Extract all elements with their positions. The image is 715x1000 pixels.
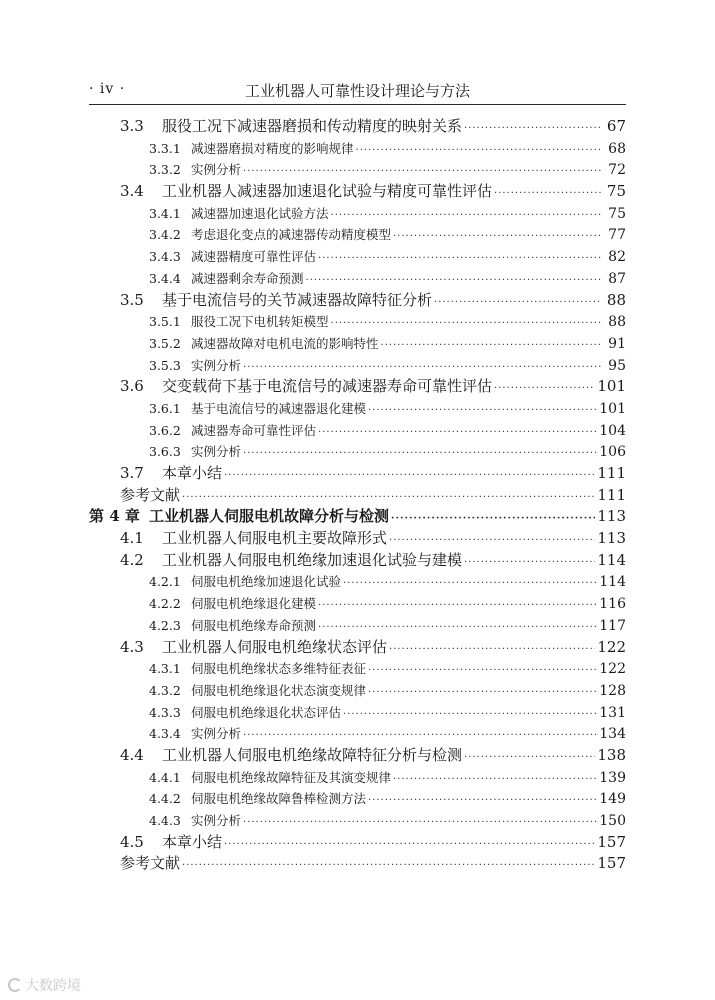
toc-dot-leader xyxy=(243,812,597,834)
watermark-text: 大数跨境 xyxy=(25,978,81,994)
toc-entry-title: 基于电流信号的关节减速器故障特征分析 xyxy=(162,290,433,309)
toc-dot-leader xyxy=(224,465,595,487)
toc-entry-page: 101 xyxy=(599,400,626,417)
toc-entry-title: 伺服电机绝缘寿命预测 xyxy=(191,617,317,633)
toc-entry-page: 106 xyxy=(599,444,626,461)
toc-dot-leader xyxy=(368,400,597,422)
toc-entry-title: 减速器寿命可靠性评估 xyxy=(191,422,317,438)
toc-entry-page: 116 xyxy=(599,596,626,613)
toc-entry-page: 149 xyxy=(599,791,626,808)
toc-subsection-entry[interactable] xyxy=(89,767,626,789)
toc-entry-page: 75 xyxy=(606,182,626,201)
toc-entry-number: 3.4.4 xyxy=(149,270,181,286)
toc-entry-title: 工业机器人伺服电机绝缘故障特征分析与检测 xyxy=(162,745,463,764)
toc-entry-page: 104 xyxy=(599,422,626,439)
toc-dot-leader xyxy=(464,118,602,140)
toc-section-entry[interactable] xyxy=(89,528,626,550)
toc-entry-number: 3.3.2 xyxy=(149,162,181,178)
toc-section-entry[interactable] xyxy=(89,181,626,203)
toc-entry-page: 131 xyxy=(599,704,626,721)
toc-dot-leader xyxy=(389,530,595,552)
toc-entry-number: 3.7 xyxy=(120,464,144,482)
toc-dot-leader xyxy=(224,834,595,856)
toc-entry-number: 3.4.3 xyxy=(149,249,181,265)
toc-subsection-entry[interactable] xyxy=(89,224,626,246)
toc-entry-number: 3.6.3 xyxy=(149,444,181,460)
toc-entry-title: 工业机器人伺服电机绝缘状态评估 xyxy=(162,637,388,656)
toc-entry-number: 4.3.3 xyxy=(149,704,181,720)
toc-dot-leader xyxy=(391,508,595,530)
toc-entry-title: 伺服电机绝缘退化状态演变规律 xyxy=(191,682,367,698)
toc-entry-page: 114 xyxy=(597,550,626,569)
toc-entry-title: 工业机器人伺服电机主要故障形式 xyxy=(162,529,388,548)
toc-dot-leader xyxy=(182,487,595,509)
toc-section-entry[interactable] xyxy=(89,376,626,398)
toc-entry-title: 工业机器人减速器加速退化试验与精度可靠性评估 xyxy=(162,182,493,201)
toc-dot-leader xyxy=(318,595,597,617)
toc-entry-page: 75 xyxy=(608,205,626,222)
toc-dot-leader xyxy=(243,161,602,183)
toc-dot-leader xyxy=(243,725,597,747)
toc-entry-title: 伺服电机绝缘故障鲁棒检测方法 xyxy=(191,791,367,807)
toc-entry-number: 4.3 xyxy=(120,637,144,656)
toc-dot-leader xyxy=(393,226,602,248)
toc-subsection-entry[interactable] xyxy=(89,593,626,615)
toc-dot-leader xyxy=(343,704,597,726)
toc-entry-title: 减速器磨损对精度的影响规律 xyxy=(191,140,354,156)
toc-entry-page: 67 xyxy=(606,117,626,135)
toc-entry-number: 4.1 xyxy=(120,529,144,548)
toc-subsection-entry[interactable] xyxy=(89,355,626,377)
toc-dot-leader xyxy=(343,573,597,595)
toc-entry-number: 3.6.1 xyxy=(149,400,181,416)
toc-section-entry[interactable] xyxy=(89,463,626,485)
toc-entry-number: 3.3.1 xyxy=(149,140,181,156)
toc-entry-number: 3.5 xyxy=(120,290,144,309)
toc-entry-page: 77 xyxy=(608,227,626,244)
toc-subsection-entry[interactable] xyxy=(89,420,626,442)
toc-dot-leader xyxy=(434,292,602,314)
toc-entry-number: 3.4.2 xyxy=(149,227,181,243)
toc-entry-title: 考虑退化变点的减速器传动精度模型 xyxy=(191,227,392,243)
toc-dot-leader xyxy=(381,335,602,357)
toc-entry-number: 4.2.3 xyxy=(149,617,181,633)
toc-entry-title: 减速器精度可靠性评估 xyxy=(191,249,317,265)
toc-entry-title: 减速器故障对电机电流的影响特性 xyxy=(191,335,379,351)
toc-entry-page: 134 xyxy=(599,726,626,743)
toc-section-entry[interactable] xyxy=(89,550,626,572)
toc-dot-leader xyxy=(318,248,602,270)
toc-dot-leader xyxy=(464,747,595,769)
toc-entry-title: 参考文献 xyxy=(120,854,181,873)
toc-entry-number: 3.6 xyxy=(120,377,144,396)
toc-entry-title: 伺服电机绝缘退化状态评估 xyxy=(191,704,342,720)
toc-entry-title: 减速器剩余寿命预测 xyxy=(191,270,304,286)
toc-subsection-entry[interactable] xyxy=(89,138,626,160)
toc-section-entry[interactable] xyxy=(89,637,626,659)
toc-dot-leader xyxy=(306,270,602,292)
toc-dot-leader xyxy=(494,183,602,205)
toc-dot-leader xyxy=(182,855,595,877)
toc-subsection-entry[interactable] xyxy=(89,571,626,593)
toc-entry-page: 157 xyxy=(597,832,626,851)
toc-entry-title: 本章小结 xyxy=(162,464,223,482)
toc-subsection-entry[interactable] xyxy=(89,246,626,268)
toc-entry-number: 3.4 xyxy=(120,182,144,201)
toc-entry-page: 138 xyxy=(597,745,626,764)
watermark-logo-icon xyxy=(8,978,22,992)
toc-entry-page: 88 xyxy=(606,290,626,309)
toc-subsection-entry[interactable] xyxy=(89,268,626,290)
toc-dot-leader xyxy=(243,443,597,465)
toc-entry-number: 4.4 xyxy=(120,745,144,764)
toc-entry-page: 122 xyxy=(597,637,626,656)
toc-subsection-entry[interactable] xyxy=(89,159,626,181)
toc-entry-title: 参考文献 xyxy=(120,485,181,504)
toc-entry-page: 68 xyxy=(608,140,626,157)
toc-entry-page: 139 xyxy=(599,769,626,786)
toc-entry-title: 伺服电机绝缘退化建模 xyxy=(191,596,317,612)
toc-entry-number: 4.4.2 xyxy=(149,791,181,807)
toc-subsection-entry[interactable] xyxy=(89,810,626,832)
toc-entry-number: 3.5.3 xyxy=(149,357,181,373)
toc-entry-page: 95 xyxy=(608,357,626,374)
page-number: · iv · xyxy=(89,81,126,97)
toc-subsection-entry[interactable] xyxy=(89,333,626,355)
toc-entry-page: 111 xyxy=(597,464,626,482)
toc-subsection-entry[interactable] xyxy=(89,615,626,637)
toc-entry-page: 114 xyxy=(599,574,626,591)
toc-entry-page: 113 xyxy=(597,529,626,548)
toc-entry-number: 4.2.2 xyxy=(149,596,181,612)
toc-entry-title: 伺服电机绝缘状态多维特征表征 xyxy=(191,661,367,677)
toc-entry-title: 实例分析 xyxy=(191,357,242,373)
toc-subsection-entry[interactable] xyxy=(89,680,626,702)
toc-dot-leader xyxy=(464,552,595,574)
toc-chapter-entry[interactable] xyxy=(89,506,626,528)
toc-dot-leader xyxy=(494,378,595,400)
toc-entry-number: 第 4 章 xyxy=(89,507,140,526)
toc-entry-page: 87 xyxy=(608,270,626,287)
book-title: 工业机器人可靠性设计理论与方法 xyxy=(244,82,470,100)
toc-entry-title: 交变载荷下基于电流信号的减速器寿命可靠性评估 xyxy=(162,377,493,396)
toc-subsection-entry[interactable] xyxy=(89,723,626,745)
toc-dot-leader xyxy=(393,769,597,791)
toc-entry-number: 4.4.3 xyxy=(149,813,181,828)
toc-section-entry[interactable] xyxy=(89,745,626,767)
toc-entry-number: 4.2.1 xyxy=(149,574,181,590)
toc-entry-number: 3.6.2 xyxy=(149,422,181,438)
toc-entry-title: 实例分析 xyxy=(191,813,242,828)
toc-entry-number: 4.5 xyxy=(120,832,144,851)
toc-entry-title: 本章小结 xyxy=(162,832,223,851)
toc-entry-page: 91 xyxy=(608,335,626,352)
toc-entry-title: 实例分析 xyxy=(191,444,242,460)
toc-entry-page: 157 xyxy=(597,854,626,873)
toc-entry-number: 3.5.1 xyxy=(149,314,181,330)
toc-entry-title: 伺服电机绝缘加速退化试验 xyxy=(191,574,342,590)
toc-subsection-entry[interactable] xyxy=(89,441,626,463)
toc-entry-page: 150 xyxy=(599,813,626,829)
toc-entry-page: 82 xyxy=(608,249,626,266)
toc-subsection-entry[interactable] xyxy=(89,203,626,225)
toc-references-entry[interactable] xyxy=(89,485,626,507)
toc-entry-number: 3.3 xyxy=(120,117,144,135)
toc-entry-title: 实例分析 xyxy=(191,726,242,742)
toc-dot-leader xyxy=(389,639,595,661)
toc-references-entry[interactable] xyxy=(89,853,626,875)
toc-dot-leader xyxy=(368,660,597,682)
toc-entry-title: 服役工况下电机转矩模型 xyxy=(191,314,329,330)
toc-entry-page: 88 xyxy=(608,314,626,331)
toc-dot-leader xyxy=(331,205,602,227)
page-header xyxy=(89,78,626,105)
toc-entry-title: 工业机器人伺服电机故障分析与检测 xyxy=(149,507,390,526)
toc-dot-leader xyxy=(318,422,597,444)
toc-dot-leader xyxy=(243,357,602,379)
toc-entry-number: 3.5.2 xyxy=(149,335,181,351)
toc-entry-page: 122 xyxy=(599,661,626,678)
toc-dot-leader xyxy=(331,313,602,335)
table-of-contents xyxy=(89,116,626,875)
toc-entry-number: 4.3.2 xyxy=(149,682,181,698)
toc-entry-page: 117 xyxy=(599,617,626,634)
toc-subsection-entry[interactable] xyxy=(89,702,626,724)
toc-dot-leader xyxy=(318,617,597,639)
toc-entry-page: 111 xyxy=(597,485,626,504)
toc-subsection-entry[interactable] xyxy=(89,658,626,680)
toc-entry-title: 服役工况下减速器磨损和传动精度的映射关系 xyxy=(162,117,463,135)
toc-entry-number: 4.3.1 xyxy=(149,661,181,677)
toc-section-entry[interactable] xyxy=(89,290,626,312)
toc-subsection-entry[interactable] xyxy=(89,398,626,420)
toc-entry-number: 4.2 xyxy=(120,550,144,569)
toc-entry-page: 113 xyxy=(597,507,626,526)
toc-dot-leader xyxy=(356,140,602,162)
toc-entry-title: 基于电流信号的减速器退化建模 xyxy=(191,400,367,416)
toc-entry-title: 实例分析 xyxy=(191,162,242,178)
toc-section-entry[interactable] xyxy=(89,116,626,138)
toc-entry-page: 72 xyxy=(608,162,626,179)
toc-entry-number: 4.3.4 xyxy=(149,726,181,742)
toc-entry-title: 减速器加速退化试验方法 xyxy=(191,205,329,221)
toc-entry-page: 128 xyxy=(599,682,626,699)
watermark xyxy=(8,975,81,995)
toc-section-entry[interactable] xyxy=(89,832,626,854)
toc-entry-title: 工业机器人伺服电机绝缘加速退化试验与建模 xyxy=(162,550,463,569)
toc-dot-leader xyxy=(368,790,597,812)
toc-entry-title: 伺服电机绝缘故障特征及其演变规律 xyxy=(191,769,392,785)
toc-subsection-entry[interactable] xyxy=(89,788,626,810)
toc-entry-number: 3.4.1 xyxy=(149,205,181,221)
toc-dot-leader xyxy=(368,682,597,704)
toc-entry-number: 4.4.1 xyxy=(149,769,181,785)
toc-entry-page: 101 xyxy=(597,377,626,396)
toc-subsection-entry[interactable] xyxy=(89,311,626,333)
